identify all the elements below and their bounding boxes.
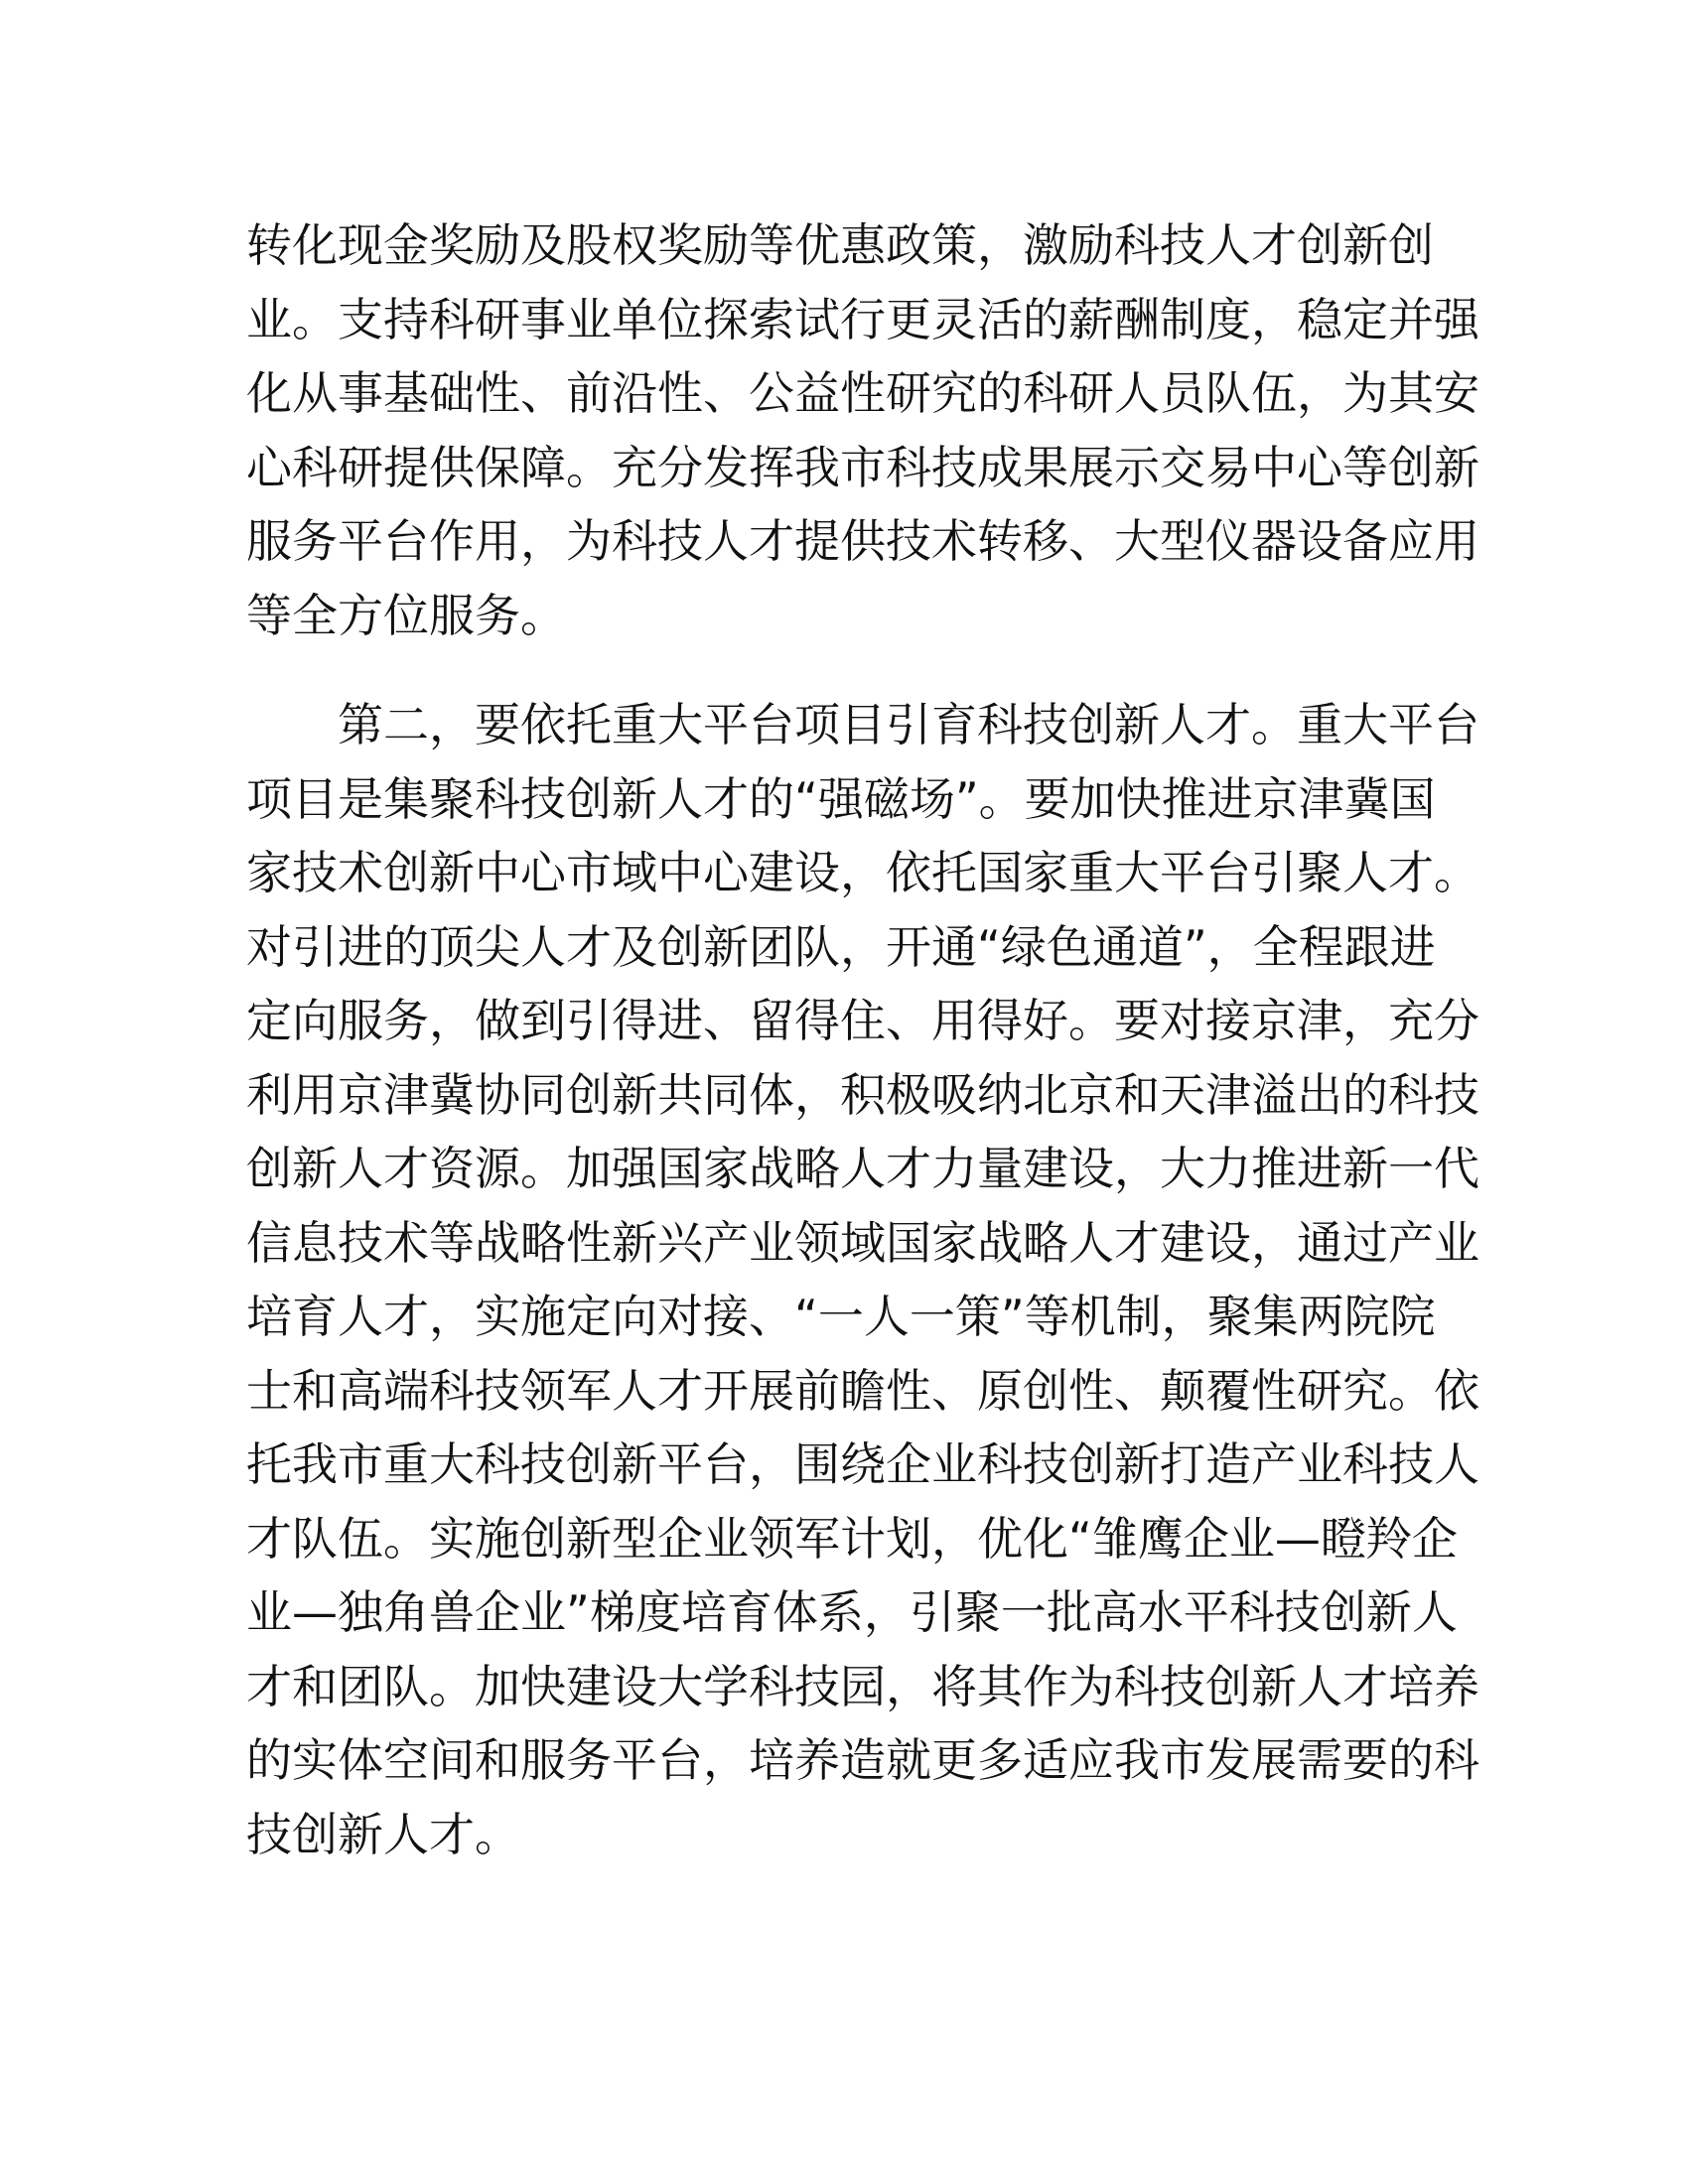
text-line: 业—独角兽企业”梯度培育体系，引聚一批高水平科技创新人 (246, 1585, 1458, 1639)
text-line: 家技术创新中心市域中心建设，依托国家重大平台引聚人才。 (246, 846, 1479, 899)
text-line: 培育人才，实施定向对接、“一人一策”等机制，聚集两院院 (246, 1290, 1436, 1343)
text-line: 创新人才资源。加强国家战略人才力量建设，大力推进新一代 (246, 1142, 1479, 1195)
paragraph-2 (246, 688, 1479, 1871)
text-line: 利用京津冀协同创新共同体，积极吸纳北京和天津溢出的科技 (246, 1067, 1479, 1122)
text-line: 托我市重大科技创新平台，围绕企业科技创新打造产业科技人 (246, 1437, 1479, 1491)
text-line: 技创新人才。 (246, 1807, 520, 1861)
text-line: 化从事基础性、前沿性、公益性研究的科研人员队伍，为其安 (246, 366, 1479, 420)
text-line: 项目是集聚科技创新人才的“强磁场”。要加快推进京津冀国 (246, 771, 1436, 826)
text-line: 业。支持科研事业单位探索试行更灵活的薪酬制度，稳定并强 (246, 292, 1479, 346)
text-line: 才队伍。实施创新型企业领军计划，优化“雏鹰企业—瞪羚企 (246, 1511, 1458, 1566)
text-line: 第二，要依托重大平台项目引育科技创新人才。重大平台 (338, 698, 1479, 751)
text-line: 等全方位服务。 (246, 588, 566, 642)
text-line: 定向服务，做到引得进、留得住、用得好。要对接京津，充分 (246, 994, 1479, 1047)
text-line: 才和团队。加快建设大学科技园，将其作为科技创新人才培养 (246, 1659, 1479, 1713)
text-line: 对引进的顶尖人才及创新团队，开通“绿色通道”，全程跟进 (246, 919, 1436, 974)
text-line: 服务平台作用，为科技人才提供技术转移、大型仪器设备应用 (246, 514, 1479, 568)
text-line: 转化现金奖励及股权奖励等优惠政策，激励科技人才创新创 (246, 218, 1434, 272)
text-line: 士和高端科技领军人才开展前瞻性、原创性、颠覆性研究。依 (246, 1363, 1479, 1418)
text-line: 心科研提供保障。充分发挥我市科技成果展示交易中心等创新 (246, 440, 1479, 494)
paragraph-1 (246, 208, 1479, 652)
text-line: 的实体空间和服务平台，培养造就更多适应我市发展需要的科 (246, 1733, 1479, 1787)
text-line: 信息技术等战略性新兴产业领域国家战略人才建设，通过产业 (246, 1215, 1479, 1270)
